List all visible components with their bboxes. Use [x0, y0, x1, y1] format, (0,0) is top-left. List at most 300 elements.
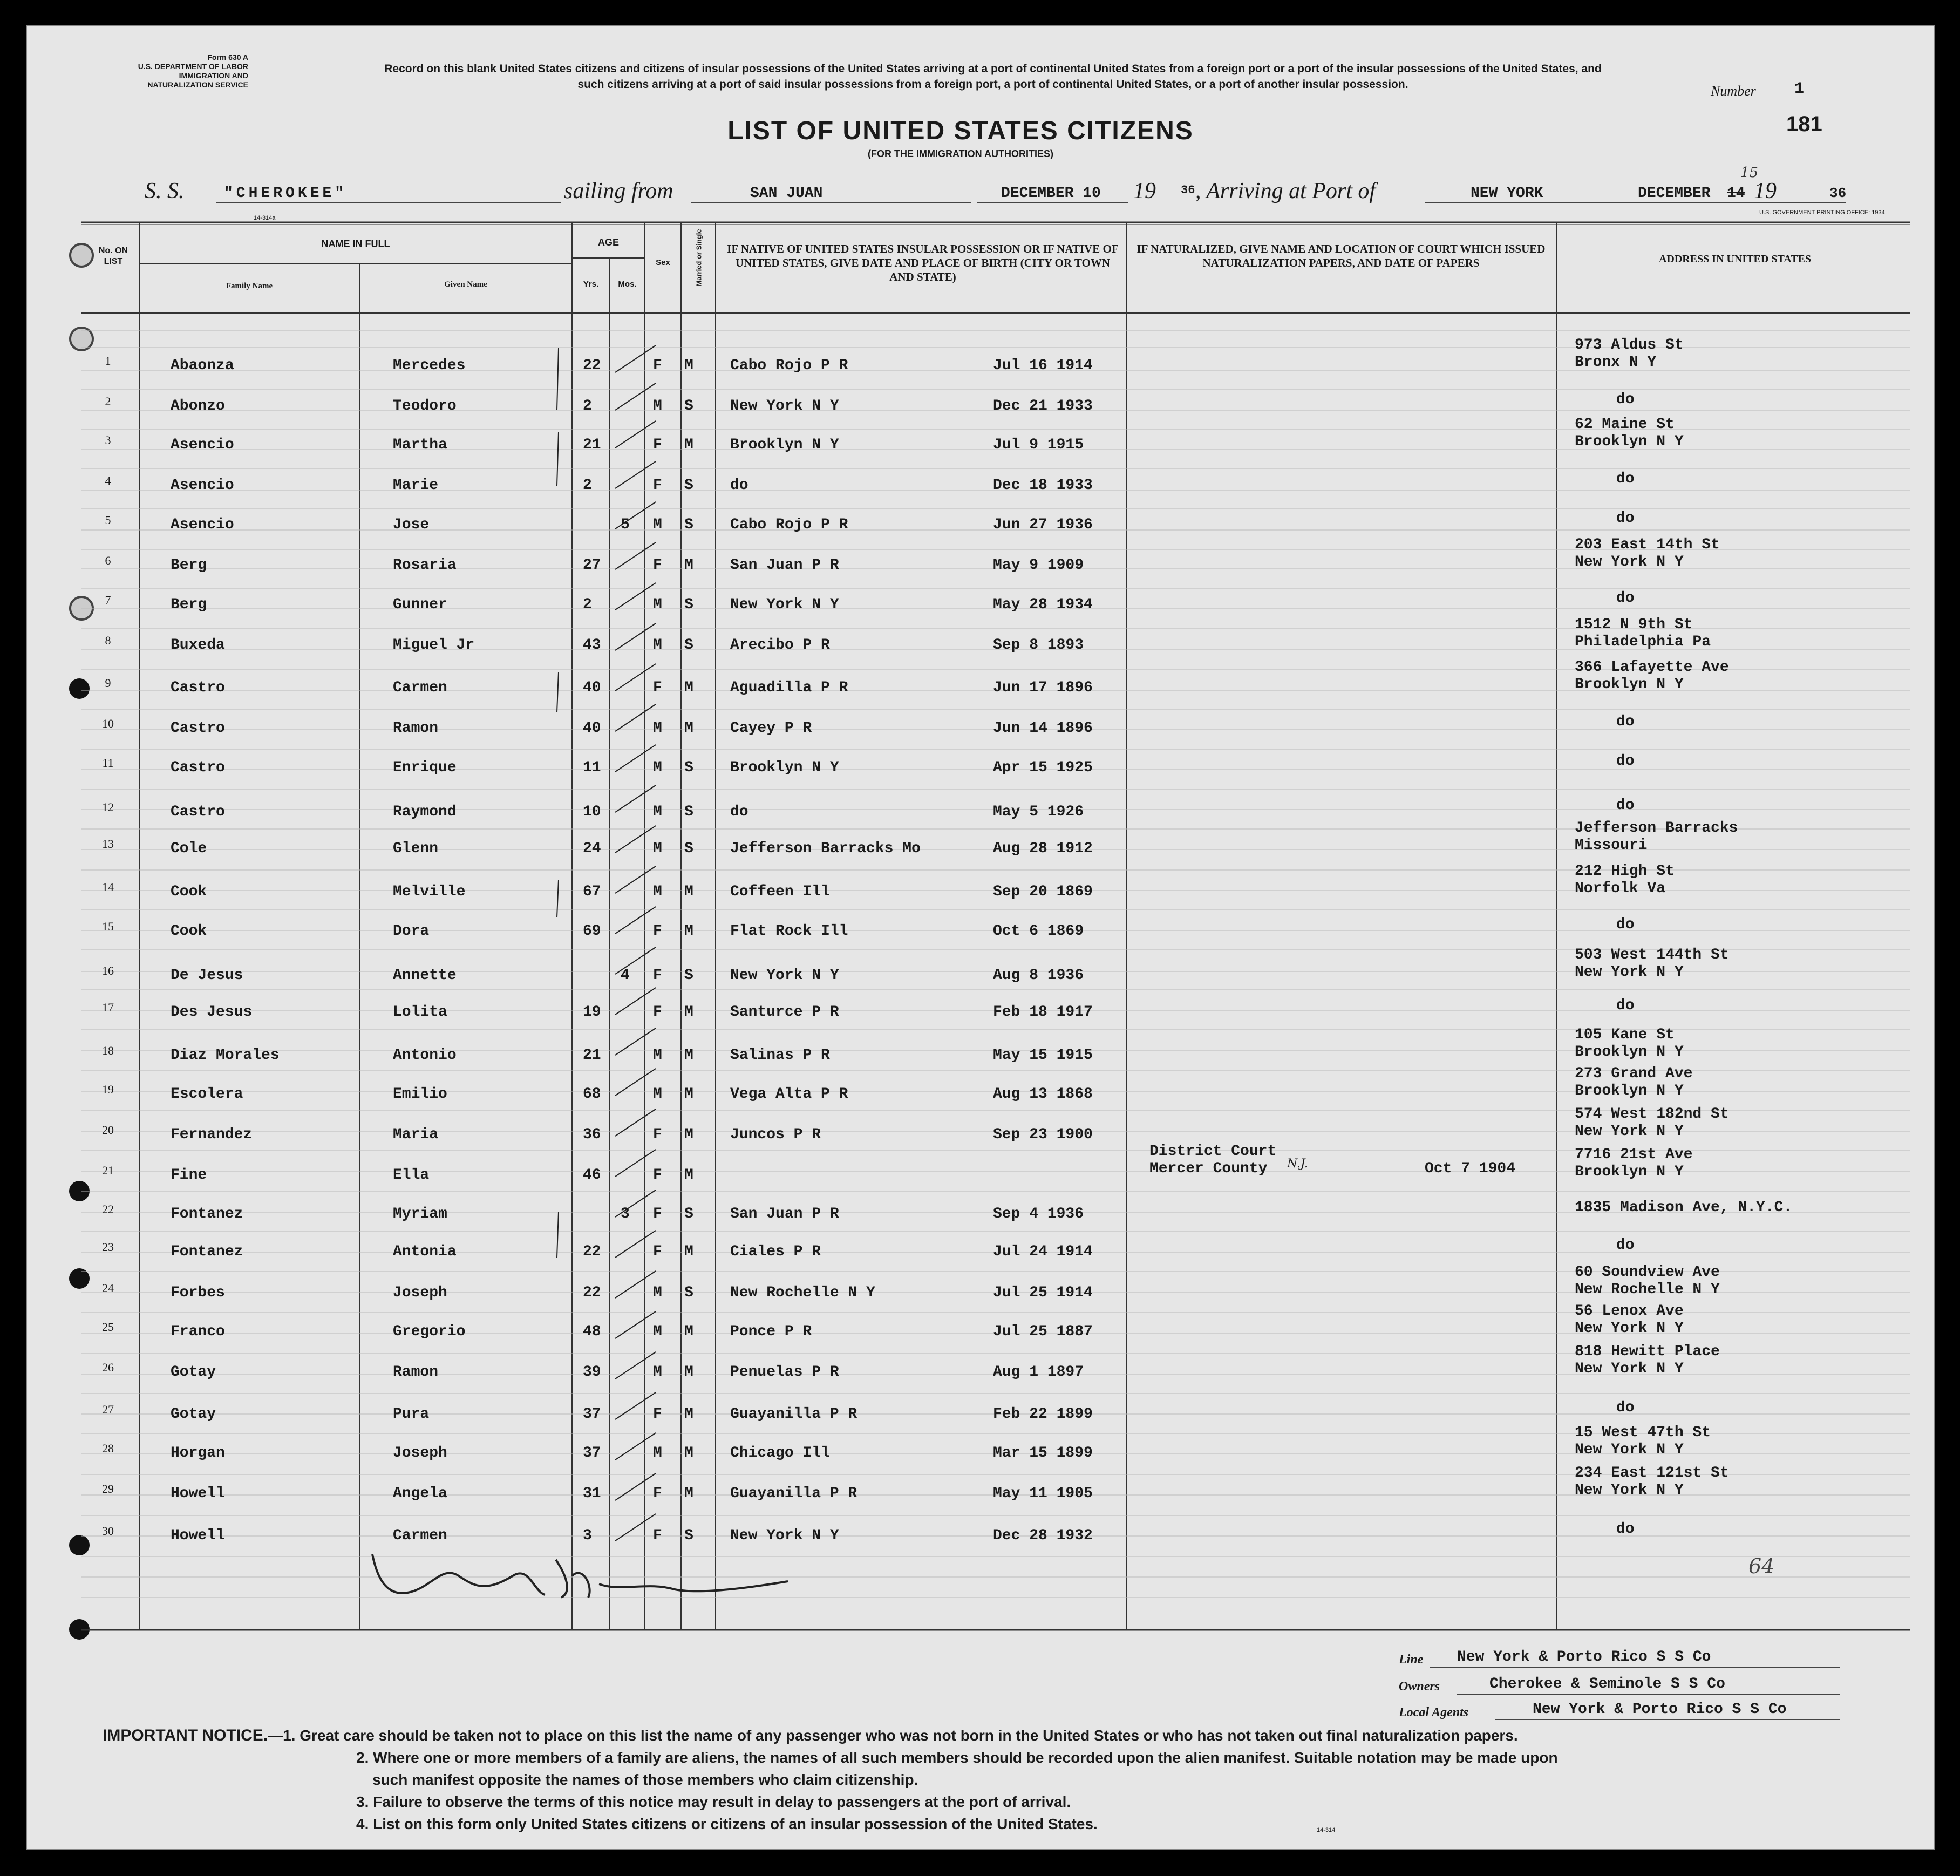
birth-date: May 28 1934	[993, 596, 1093, 613]
row-number: 15	[102, 920, 114, 933]
agents-label: Local Agents	[1399, 1705, 1469, 1719]
address-line-1: 366 Lafayette Ave	[1575, 659, 1729, 676]
address-line-2: New York N Y	[1575, 554, 1684, 570]
row-number: 19	[102, 1083, 114, 1096]
row-number: 10	[102, 717, 114, 730]
given-name: Annette	[393, 967, 457, 984]
birth-date: Sep 20 1869	[993, 883, 1093, 900]
address-line-2: New York N Y	[1575, 1123, 1684, 1140]
sex: F	[653, 1167, 662, 1184]
sex: M	[653, 1086, 662, 1103]
marital-status: M	[684, 557, 693, 574]
age-years: 21	[583, 1047, 601, 1064]
address-line-2: New York N Y	[1575, 1320, 1684, 1337]
given-name: Antonia	[393, 1243, 457, 1260]
table-row	[0, 1199, 1960, 1237]
family-name: Fontanez	[171, 1243, 243, 1260]
family-name: Howell	[171, 1527, 225, 1544]
family-name: Buxeda	[171, 637, 225, 654]
row-number: 17	[102, 1001, 114, 1014]
address-line-2: Brooklyn N Y	[1575, 1083, 1684, 1099]
row-number: 7	[105, 593, 111, 607]
birth-date: Jul 16 1914	[993, 357, 1093, 374]
address-line-2: do	[1616, 797, 1635, 814]
address-line-1: 973 Aldus St	[1575, 337, 1684, 354]
owners-label: Owners	[1399, 1680, 1440, 1694]
naturalization-date: Oct 7 1904	[1425, 1160, 1516, 1177]
address-line-1: 574 West 182nd St	[1575, 1106, 1729, 1123]
birth-date: Dec 28 1932	[993, 1527, 1093, 1544]
birth-date: Jul 25 1914	[993, 1284, 1093, 1301]
sex: M	[653, 720, 662, 737]
address-line-1: 62 Maine St	[1575, 416, 1675, 433]
birth-date: Jul 24 1914	[993, 1243, 1093, 1260]
header-given-name: Given Name	[444, 280, 487, 289]
given-name: Carmen	[393, 1527, 447, 1544]
family-name: Cook	[171, 923, 207, 940]
given-name: Myriam	[393, 1206, 447, 1222]
header-name-in-full: NAME IN FULL	[321, 239, 390, 249]
marital-status: M	[684, 437, 693, 453]
row-number: 4	[105, 474, 111, 487]
age-years: 37	[583, 1445, 601, 1462]
birth-date: Jun 17 1896	[993, 679, 1093, 696]
row-number: 11	[102, 756, 114, 770]
age-years: 24	[583, 840, 601, 857]
row-number: 18	[102, 1044, 114, 1057]
age-months: 4	[621, 967, 630, 984]
page-subtitle: (FOR THE IMMIGRATION AUTHORITIES)	[868, 148, 1053, 159]
service-line-1: IMMIGRATION AND	[179, 71, 248, 80]
age-years: 46	[583, 1167, 601, 1184]
form-code-top: 14-314a	[254, 215, 276, 221]
notice-heading: IMPORTANT NOTICE.	[103, 1727, 268, 1744]
birth-place: Santurce P R	[730, 1004, 839, 1021]
table-row	[0, 416, 1960, 468]
table-row	[0, 1465, 1960, 1517]
marital-status: M	[684, 1004, 693, 1021]
page-title: LIST OF UNITED STATES CITIZENS	[727, 117, 1194, 145]
address-line-2: Norfolk Va	[1575, 880, 1666, 897]
row-number: 16	[102, 964, 114, 977]
marital-status: M	[684, 1364, 693, 1381]
address-line-1: 818 Hewitt Place	[1575, 1343, 1720, 1360]
sex: F	[653, 477, 662, 494]
row-number: 23	[102, 1240, 114, 1254]
address-line-1: 273 Grand Ave	[1575, 1065, 1693, 1082]
form-code-bottom: 14-314	[1317, 1827, 1336, 1833]
department: U.S. DEPARTMENT OF LABOR	[138, 62, 248, 71]
birth-place: Brooklyn N Y	[730, 437, 839, 453]
birth-place: Guayanilla P R	[730, 1406, 858, 1423]
line-value: New York & Porto Rico S S Co	[1457, 1649, 1711, 1666]
address-line-2: Brooklyn N Y	[1575, 676, 1684, 693]
family-name: Escolera	[171, 1086, 243, 1103]
birth-place: New York N Y	[730, 967, 839, 984]
age-years: 2	[583, 398, 592, 414]
handwritten-signature	[372, 1554, 788, 1598]
birth-place: Jefferson Barracks Mo	[730, 840, 921, 857]
address-line-2: do	[1616, 391, 1635, 408]
family-name: Gotay	[171, 1364, 216, 1381]
sex: M	[653, 1047, 662, 1064]
given-name: Martha	[393, 437, 447, 453]
table-row	[0, 1521, 1960, 1559]
given-name: Teodoro	[393, 398, 457, 414]
family-name: Asencio	[171, 477, 234, 494]
marital-status: S	[684, 637, 693, 654]
date-to-struck: 14	[1727, 185, 1745, 202]
given-name: Melville	[393, 883, 466, 900]
handwritten-note: 64	[1748, 1554, 1775, 1578]
age-years: 43	[583, 637, 601, 654]
address-line-2: Philadelphia Pa	[1575, 634, 1711, 650]
birth-date: Jul 9 1915	[993, 437, 1084, 453]
birth-place: do	[730, 804, 748, 820]
birth-date: Dec 21 1933	[993, 398, 1093, 414]
year-to: 36	[1829, 185, 1847, 201]
address-line-1: 15 West 47th St	[1575, 1424, 1711, 1441]
family-name: Des Jesus	[171, 1004, 253, 1021]
sex: F	[653, 1406, 662, 1423]
row-number: 28	[102, 1442, 114, 1455]
ship-name: "CHEROKEE"	[224, 185, 348, 202]
row-number: 1	[105, 354, 111, 368]
age-years: 40	[583, 679, 601, 696]
birth-date: Jun 14 1896	[993, 720, 1093, 737]
table-row	[0, 1143, 1960, 1198]
address-line-2: do	[1616, 590, 1635, 607]
age-years: 11	[583, 759, 601, 776]
address-line-2: do	[1616, 916, 1635, 933]
address-line-1: 212 High St	[1575, 863, 1675, 880]
marital-status: M	[684, 923, 693, 940]
family-name: Castro	[171, 679, 225, 696]
page-number: 181	[1786, 112, 1822, 136]
family-name: Berg	[171, 596, 207, 613]
birth-place: Flat Rock Ill	[730, 923, 848, 940]
marital-status: S	[684, 596, 693, 613]
marital-status: M	[684, 1167, 693, 1184]
address-line-2: do	[1616, 1521, 1635, 1538]
family-name: Fontanez	[171, 1206, 243, 1222]
ss-label: S. S.	[145, 179, 185, 203]
family-name: Berg	[171, 557, 207, 574]
birth-date: Feb 22 1899	[993, 1406, 1093, 1423]
notice-item-3: 3. Failure to observe the terms of this notice may result in delay to passengers at the port of arrival.	[356, 1793, 1071, 1810]
birth-date: Aug 1 1897	[993, 1364, 1084, 1381]
sex: F	[653, 1004, 662, 1021]
owners-value: Cherokee & Seminole S S Co	[1489, 1676, 1725, 1693]
age-years: 67	[583, 883, 601, 900]
naturalization-county: Mercer County	[1149, 1160, 1268, 1177]
birth-date: May 5 1926	[993, 804, 1084, 820]
given-name: Pura	[393, 1406, 430, 1423]
address-line-2: do	[1616, 1237, 1635, 1254]
marital-status: S	[684, 967, 693, 984]
age-years: 21	[583, 437, 601, 453]
given-name: Marie	[393, 477, 439, 494]
given-name: Gregorio	[393, 1323, 466, 1340]
row-number: 25	[102, 1320, 114, 1334]
sex: M	[653, 637, 662, 654]
marital-status: S	[684, 759, 693, 776]
birth-date: Aug 13 1868	[993, 1086, 1093, 1103]
address-line-1: 56 Lenox Ave	[1575, 1303, 1684, 1320]
important-notice: IMPORTANT NOTICE.—1. Great care should be taken not to place on this list the name of any passenger who was not born in the United States or who has not taken out final naturalization papers. 2. Where one or more members of a family are aliens, the names of all such members should be recorded upon the alien manifest. Suitable notation may be made upon such manifest opposite the names of those members who claim citizenship. 3. Failure to observe the terms of this notice may result in delay to passengers at the port of arrival. 4. List on this form only United States citizens or citizens of an insular possession of the United States.	[103, 1724, 1856, 1835]
marital-status: S	[684, 398, 693, 414]
table-row	[0, 753, 1960, 791]
sex: M	[653, 516, 662, 533]
family-name: Diaz Morales	[171, 1047, 280, 1064]
birth-place: New York N Y	[730, 1527, 839, 1544]
birth-place: Juncos P R	[730, 1126, 821, 1143]
birth-date: Mar 15 1899	[993, 1445, 1093, 1462]
form-instructions: Record on this blank United States citizens and citizens of insular possessions of the United States arriving at a port of continental United States from a foreign port or a port of the insular possessions of the United States, and such citizens arriving at a port of said insular possessions from a foreign port, a port of continental United States, or a port of another insular possession.	[384, 63, 1602, 91]
date-to-corrected: 15	[1740, 165, 1759, 181]
birth-place: Coffeen Ill	[730, 883, 830, 900]
table-row	[0, 471, 1960, 508]
sex: F	[653, 679, 662, 696]
address-line-2: 1835 Madison Ave, N.Y.C.	[1575, 1199, 1793, 1216]
given-name: Dora	[393, 923, 430, 940]
birth-place: Ciales P R	[730, 1243, 821, 1260]
arriving-label: , Arriving at Port of	[1195, 179, 1376, 203]
birth-place: Cabo Rojo P R	[730, 357, 848, 374]
birth-place: Chicago Ill	[730, 1445, 830, 1462]
family-name: Fernandez	[171, 1126, 253, 1143]
address-line-1: 7716 21st Ave	[1575, 1146, 1693, 1163]
agents-value: New York & Porto Rico S S Co	[1533, 1701, 1787, 1718]
birth-place: New York N Y	[730, 398, 839, 414]
row-number: 14	[102, 880, 114, 894]
given-name: Jose	[393, 516, 430, 533]
sex: F	[653, 1126, 662, 1143]
service-line-2: NATURALIZATION SERVICE	[147, 80, 248, 89]
birth-place: San Juan P R	[730, 557, 839, 574]
sex: M	[653, 759, 662, 776]
address-line-2: Missouri	[1575, 837, 1648, 854]
given-name: Lolita	[393, 1004, 447, 1021]
sex: F	[653, 1206, 662, 1222]
birth-place: Cabo Rojo P R	[730, 516, 848, 533]
age-years: 22	[583, 357, 601, 374]
address-line-2: New York N Y	[1575, 1482, 1684, 1499]
age-years: 36	[583, 1126, 601, 1143]
address-line-2: Brooklyn N Y	[1575, 433, 1684, 450]
given-name: Carmen	[393, 679, 447, 696]
age-years: 2	[583, 477, 592, 494]
header-sex: Sex	[656, 258, 670, 267]
family-name: Gotay	[171, 1406, 216, 1423]
marital-status: S	[684, 1206, 693, 1222]
sex: M	[653, 1323, 662, 1340]
year-prefix: 19	[1133, 179, 1156, 203]
family-name: Castro	[171, 720, 225, 737]
birth-place: Vega Alta P R	[730, 1086, 848, 1103]
sex: F	[653, 1485, 662, 1502]
age-years: 2	[583, 596, 592, 613]
marital-status: S	[684, 1284, 693, 1301]
birth-place: New York N Y	[730, 596, 839, 613]
row-number: 2	[105, 395, 111, 408]
sex: F	[653, 557, 662, 574]
sex: F	[653, 437, 662, 453]
table-row	[0, 536, 1960, 588]
age-years: 22	[583, 1284, 601, 1301]
marital-status: S	[684, 840, 693, 857]
given-name: Glenn	[393, 840, 439, 857]
birth-place: Guayanilla P R	[730, 1485, 858, 1502]
family-name: Cole	[171, 840, 207, 857]
birth-place: Cayey P R	[730, 720, 812, 737]
given-name: Raymond	[393, 804, 457, 820]
given-name: Angela	[393, 1485, 447, 1502]
row-number: 21	[102, 1164, 114, 1177]
header-yrs: Yrs.	[583, 280, 599, 289]
age-years: 19	[583, 1004, 601, 1021]
address-line-2: New York N Y	[1575, 964, 1684, 981]
form-number: Form 630 A	[207, 53, 248, 62]
birth-date: Aug 8 1936	[993, 967, 1084, 984]
marital-status: M	[684, 1243, 693, 1260]
marital-status: M	[684, 1086, 693, 1103]
given-name: Ramon	[393, 720, 439, 737]
address-line-1: Jefferson Barracks	[1575, 820, 1738, 837]
header-family-name: Family Name	[226, 282, 273, 290]
address-line-2: Brooklyn N Y	[1575, 1044, 1684, 1061]
notice-item-1: 1. Great care should be taken not to place on this list the name of any passenger who was not born in the United States or who has not taken out final naturalization papers.	[283, 1727, 1518, 1744]
birth-date: Sep 23 1900	[993, 1126, 1093, 1143]
given-name: Enrique	[393, 759, 457, 776]
sex: F	[653, 1243, 662, 1260]
age-years: 40	[583, 720, 601, 737]
row-number: 12	[102, 800, 114, 814]
sex: M	[653, 840, 662, 857]
header-birth: IF NATIVE OF UNITED STATES INSULAR POSSESSION OR IF NATIVE OF UNITED STATES, GIVE DATE AND PLACE OF BIRTH (CITY OR TOWN AND STATE)	[727, 242, 1119, 283]
birth-date: Jun 27 1936	[993, 516, 1093, 533]
age-years: 22	[583, 1243, 601, 1260]
age-years: 10	[583, 804, 601, 820]
address-line-2: do	[1616, 471, 1635, 487]
sex: M	[653, 1284, 662, 1301]
family-name: De Jesus	[171, 967, 243, 984]
given-name: Maria	[393, 1126, 439, 1143]
birth-date: Aug 28 1912	[993, 840, 1093, 857]
port-from: SAN JUAN	[750, 185, 823, 202]
sex: M	[653, 883, 662, 900]
address-line-2: do	[1616, 510, 1635, 527]
birth-date: Dec 18 1933	[993, 477, 1093, 494]
address-line-2: do	[1616, 713, 1635, 730]
given-name: Ramon	[393, 1364, 439, 1381]
row-number: 20	[102, 1123, 114, 1137]
number-label: Number	[1711, 83, 1756, 99]
sex: M	[653, 398, 662, 414]
row-number: 30	[102, 1524, 114, 1538]
header-age: AGE	[597, 237, 619, 248]
header-address: ADDRESS IN UNITED STATES	[1658, 253, 1812, 265]
birth-place: do	[730, 477, 748, 494]
row-number: 24	[102, 1281, 114, 1295]
given-name: Mercedes	[393, 357, 466, 374]
marital-status: M	[684, 1047, 693, 1064]
row-number: 27	[102, 1403, 114, 1416]
row-number: 8	[105, 634, 111, 647]
header-no-on-list: No. ON LIST	[98, 246, 128, 266]
number-value: 1	[1794, 80, 1805, 98]
table-row	[0, 659, 1960, 711]
row-number: 29	[102, 1482, 114, 1496]
address-line-2: New York N Y	[1575, 1442, 1684, 1458]
family-name: Abonzo	[171, 398, 225, 414]
given-name: Antonio	[393, 1047, 457, 1064]
family-name: Fine	[171, 1167, 207, 1184]
sex: F	[653, 357, 662, 374]
family-name: Asencio	[171, 516, 234, 533]
table-row	[0, 947, 1960, 998]
birth-place: Aguadilla P R	[730, 679, 848, 696]
notice-item-2a: 2. Where one or more members of a family are aliens, the names of all such members should be recorded upon the alien manifest. Suitable notation may be made upon	[356, 1749, 1558, 1766]
birth-place: San Juan P R	[730, 1206, 839, 1222]
given-name: Ella	[393, 1167, 430, 1184]
age-years: 37	[583, 1406, 601, 1423]
sailing-from-label: sailing from	[564, 179, 673, 203]
age-years: 39	[583, 1364, 601, 1381]
marital-status: S	[684, 804, 693, 820]
sex: M	[653, 804, 662, 820]
age-years: 3	[583, 1527, 592, 1544]
address-line-1: 203 East 14th St	[1575, 536, 1720, 553]
birth-date: Feb 18 1917	[993, 1004, 1093, 1021]
address-line-1: 60 Soundview Ave	[1575, 1264, 1720, 1281]
family-name: Forbes	[171, 1284, 225, 1301]
sex: M	[653, 1364, 662, 1381]
marital-status: M	[684, 1485, 693, 1502]
marital-status: M	[684, 720, 693, 737]
row-number: 5	[105, 513, 111, 527]
marital-status: M	[684, 1126, 693, 1143]
address-line-2: do	[1616, 997, 1635, 1014]
age-years: 69	[583, 923, 601, 940]
table-row	[0, 337, 1960, 389]
address-line-2: New York N Y	[1575, 1361, 1684, 1377]
marital-status: S	[684, 516, 693, 533]
marital-status: M	[684, 883, 693, 900]
given-name: Joseph	[393, 1445, 447, 1462]
sex: F	[653, 923, 662, 940]
birth-date: Apr 15 1925	[993, 759, 1093, 776]
printing-office: U.S. GOVERNMENT PRINTING OFFICE: 1934	[1759, 209, 1885, 216]
date-from: DECEMBER 10	[1001, 185, 1101, 202]
given-name: Joseph	[393, 1284, 447, 1301]
sex: F	[653, 1527, 662, 1544]
family-name: Horgan	[171, 1445, 225, 1462]
sex: M	[653, 596, 662, 613]
address-line-2: Brooklyn N Y	[1575, 1164, 1684, 1180]
address-line-1: 105 Kane St	[1575, 1027, 1675, 1043]
address-line-2: do	[1616, 1399, 1635, 1416]
birth-place: Penuelas P R	[730, 1364, 839, 1381]
age-years: 27	[583, 557, 601, 574]
given-name: Emilio	[393, 1086, 447, 1103]
age-months: 5	[621, 516, 630, 533]
family-name: Howell	[171, 1485, 225, 1502]
year-from: 36	[1181, 183, 1195, 197]
family-name: Cook	[171, 883, 207, 900]
sex: M	[653, 1445, 662, 1462]
birth-date: Jul 25 1887	[993, 1323, 1093, 1340]
